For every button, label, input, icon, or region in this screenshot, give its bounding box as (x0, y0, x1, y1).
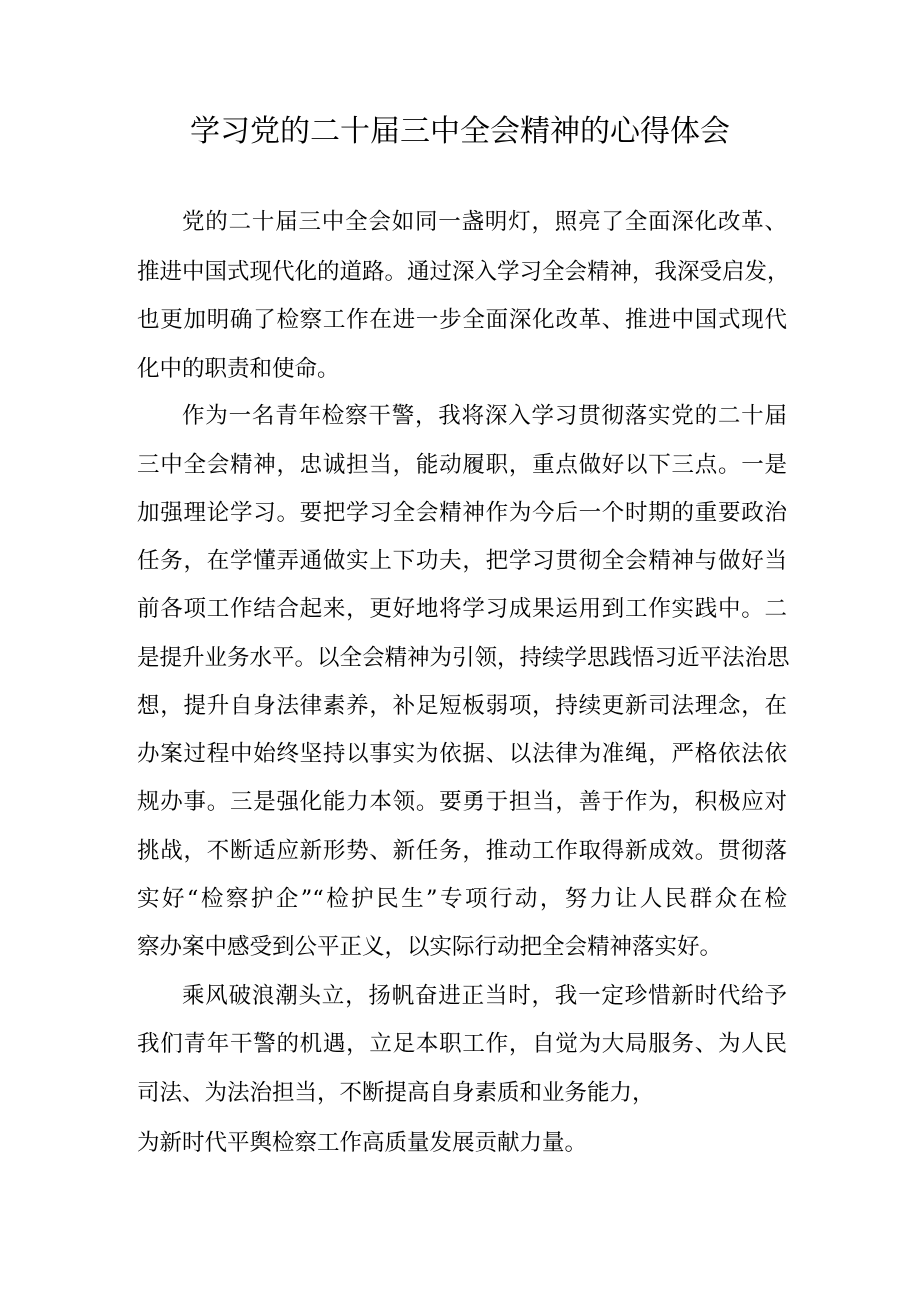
paragraph-2-line-8: 办案过程中始终坚持以事实为依据、以法律为准绳，严格依法依 (137, 741, 787, 767)
paragraph-2-line-11: 实好“检察护企”“检护民生”专项行动，努力让人民群众在检 (137, 886, 787, 912)
paragraph-3-line-3: 司法、为法治担当，不断提高自身素质和业务能力， (137, 1080, 655, 1106)
paragraph-2-line-4: 任务，在学懂弄通做实上下功夫，把学习贯彻全会精神与做好当 (137, 548, 787, 574)
paragraph-1-line-2: 推进中国式现代化的道路。通过深入学习全会精神，我深受启发， (137, 259, 790, 285)
document-title: 学习党的二十届三中全会精神的心得体会 (190, 114, 730, 149)
paragraph-2-line-5: 前各项工作结合起来，更好地将学习成果运用到工作实践中。二 (137, 596, 787, 622)
paragraph-1-line-3: 也更加明确了检察工作在进一步全面深化改革、推进中国式现代 (137, 307, 787, 333)
paragraph-2-line-6: 是提升业务水平。以全会精神为引领，持续学思践悟习近平法治思 (137, 645, 790, 671)
paragraph-1-line-1: 党的二十届三中全会如同一盏明灯，照亮了全面深化改革、 (182, 209, 787, 235)
paragraph-2-line-10: 挑战，不断适应新形势、新任务，推动工作取得新成效。贯彻落 (137, 838, 787, 864)
paragraph-2-line-7: 想，提升自身法律素养，补足短板弱项，持续更新司法理念，在 (137, 693, 787, 719)
paragraph-2-line-12: 察办案中感受到公平正义，以实际行动把全会精神落实好。 (137, 934, 723, 960)
paragraph-3-line-4: 为新时代平舆检察工作高质量发展贡献力量。 (137, 1130, 588, 1156)
paragraph-2-line-2: 三中全会精神，忠诚担当，能动履职，重点做好以下三点。一是 (137, 452, 787, 478)
paragraph-1-line-4: 化中的职责和使命。 (137, 356, 340, 382)
paragraph-2-line-1: 作为一名青年检察干警，我将深入学习贯彻落实党的二十届 (182, 403, 787, 429)
paragraph-2-line-9: 规办事。三是强化能力本领。要勇于担当，善于作为，积极应对 (137, 789, 787, 815)
paragraph-3-line-1: 乘风破浪潮头立，扬帆奋进正当时，我一定珍惜新时代给予 (182, 983, 787, 1009)
paragraph-3-line-2: 我们青年干警的机遇，立足本职工作，自觉为大局服务、为人民 (137, 1031, 787, 1057)
paragraph-2-line-3: 加强理论学习。要把学习全会精神作为今后一个时期的重要政治 (137, 500, 787, 526)
